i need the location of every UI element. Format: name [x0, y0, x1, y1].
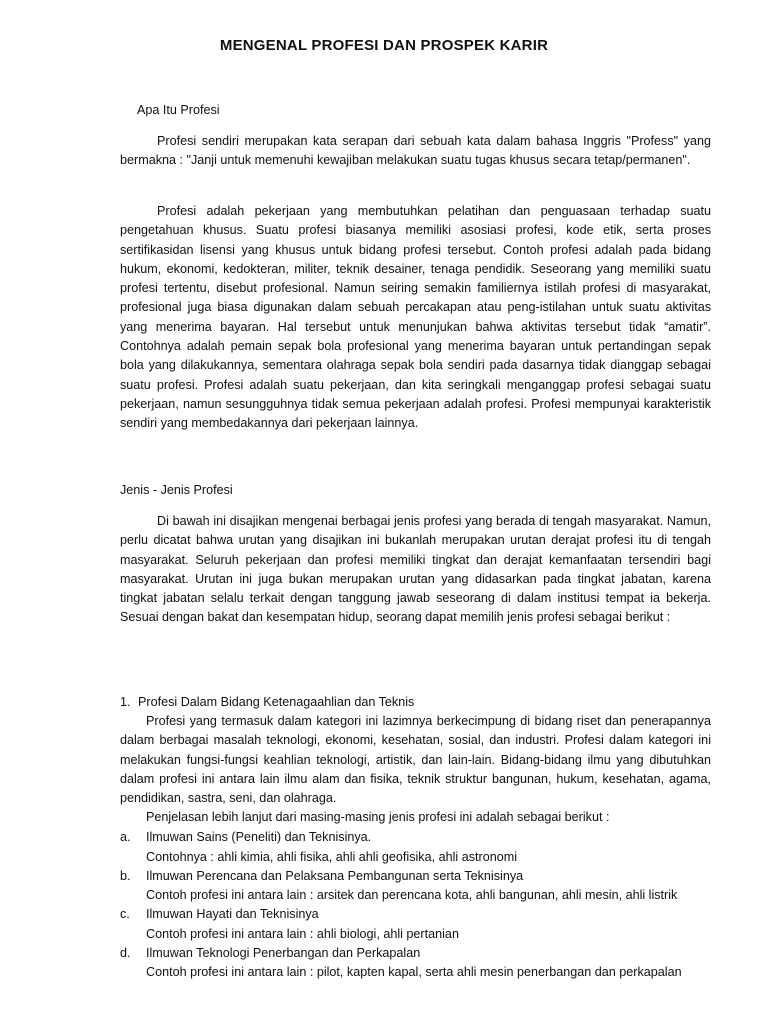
- paragraph-jenis-intro: Di bawah ini disajikan mengenai berbagai jenis profesi yang berada di tengah masyarakat. Namun, perlu dicatat bahwa urutan yang disajikan ini bukanlah merupakan urutan derajat profesi itu di tengah masyarakat. Seluruh pekerjaan dan profesi memiliki tingkat dan derajat kemanfaatan tersendiri bagi masyarakat. Urutan ini juga bukan merupakan urutan yang didasarkan pada tingkat jabatan, karena tingkat jabatan selalu terkait dengan tanggung jawab seseorang di dalam institusi tempat ia bekerja. Sesuai dengan bakat dan kesempatan hidup, seorang dapat memilih jenis profesi sebagai berikut :: [120, 514, 711, 625]
- sub-item-example: Contoh profesi ini antara lain : arsitek dan perencana kota, ahli bangunan, ahli mesin, ahli listrik: [146, 888, 678, 902]
- sub-item-title: Ilmuwan Hayati dan Teknisinya: [146, 907, 319, 921]
- sub-item-letter: d.: [120, 946, 131, 960]
- paragraph-profesi-explanation: Profesi adalah pekerjaan yang membutuhkan pelatihan dan penguasaan terhadap suatu pengetahuan khusus. Suatu profesi biasanya memiliki asosiasi profesi, kode etik, serta proses sertifikasidan lisensi yang khusus untuk bidang profesi tersebut. Contoh profesi adalah pada bidang hukum, ekonomi, kedokteran, militer, teknik desainer, tenaga pendidik. Seseorang yang memiliki suatu profesi tertentu, disebut profesional. Namun seiring semakin familiernya istilah profesi di masyarakat, profesional juga biasa digunakan dalam sebuah percakapan atau peng-istilahan untuk suatu aktivitas yang menerima bayaran. Hal tersebut untuk menunjukan bahwa aktivitas tersebut tidak “amatir”. Contohnya adalah pemain sepak bola profesional yang menerima bayaran untuk pertandingan sepak bola yang dilakukannya, sementara olahraga sepak bola sendiri pada dasarnya tidak dianggap sebagai suatu profesi. Profesi adalah suatu pekerjaan, dan kita seringkali menganggap profesi sebagai suatu pekerjaan, namun sesungguhnya tidak semua pekerjaan adalah profesi. Profesi mempunyai karakteristik sendiri yang membedakannya dari pekerjaan lainnya.: [120, 204, 711, 431]
- paragraph-ketenagaahlian: Profesi yang termasuk dalam kategori ini lazimnya berkecimpung di bidang riset dan penerapannya dalam berbagai masalah teknologi, ekonomi, kesehatan, sosial, dan industri. Profesi dalam kategori ini melakukan fungsi-fungsi keahlian teknologi, artistik, dan lain-lain. Bidang-bidang ilmu yang dibutuhkan dalam profesi ini antara lain ilmu alam dan fisika, teknik struktur bangunan, hukum, kesehatan, agama, pendidikan, sastra, seni, dan olahraga.: [120, 714, 711, 806]
- document-title: MENGENAL PROFESI DAN PROSPEK KARIR: [219, 37, 549, 54]
- sub-item-example: Contohnya : ahli kimia, ahli fisika, ahli ahli geofisika, ahli astronomi: [146, 850, 517, 864]
- paragraph-penjelasan: Penjelasan lebih lanjut dari masing-masing jenis profesi ini adalah sebagai berikut :: [146, 810, 610, 824]
- list-item-title: Profesi Dalam Bidang Ketenagaahlian dan Teknis: [138, 695, 415, 709]
- sub-item-title: Ilmuwan Perencana dan Pelaksana Pembangunan serta Teknisinya: [146, 869, 524, 883]
- sub-item-letter: c.: [120, 907, 130, 921]
- sub-item-example: Contoh profesi ini antara lain : pilot, kapten kapal, serta ahli mesin penerbangan dan perkapalan: [146, 965, 682, 979]
- sub-item-title: Ilmuwan Sains (Peneliti) dan Teknisinya.: [146, 830, 372, 844]
- section-heading-jenis-profesi: Jenis - Jenis Profesi: [120, 483, 233, 497]
- sub-item-example: Contoh profesi ini antara lain : ahli biologi, ahli pertanian: [146, 927, 459, 941]
- list-item-number: 1.: [120, 695, 131, 709]
- sub-item-letter: b.: [120, 869, 131, 883]
- sub-item-title: Ilmuwan Teknologi Penerbangan dan Perkapalan: [146, 946, 421, 960]
- paragraph-definition: Profesi sendiri merupakan kata serapan dari sebuah kata dalam bahasa Inggris "Profess" yang bermakna : "Janji untuk memenuhi kewajiban melakukan suatu tugas khusus secara tetap/permanen".: [120, 134, 711, 168]
- sub-item-letter: a.: [120, 830, 131, 844]
- section-heading-apa-itu-profesi: Apa Itu Profesi: [137, 103, 220, 117]
